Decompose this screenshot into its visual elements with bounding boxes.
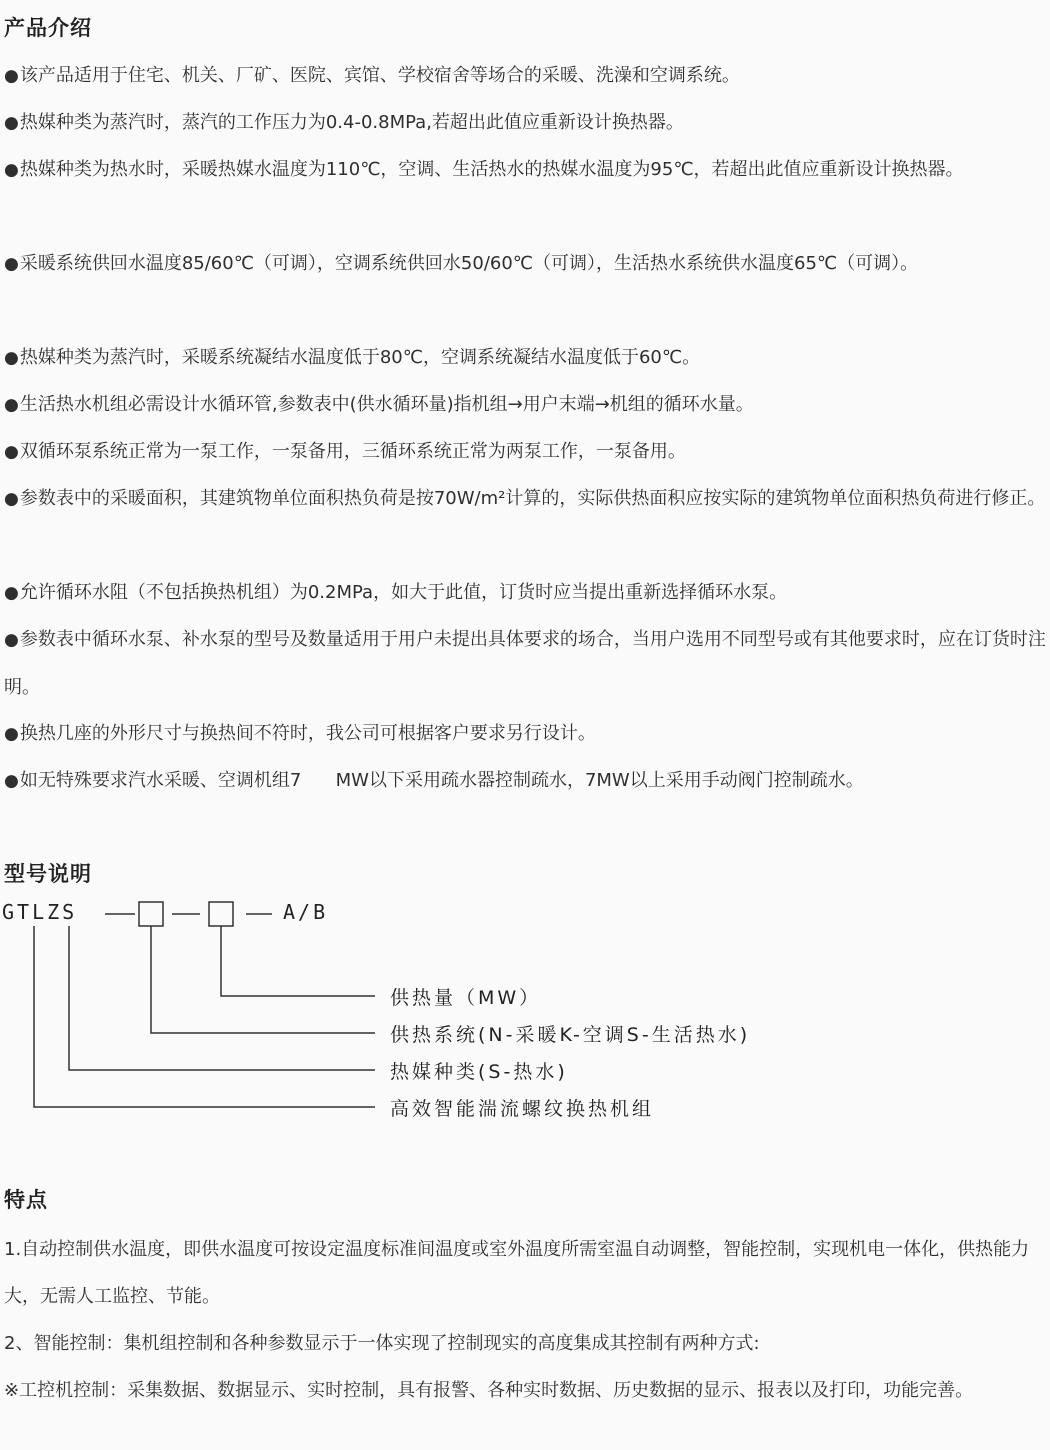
bullet-icon: ● <box>4 160 19 180</box>
intro-item-text: 如无特殊要求汽水采暖、空调机组7 MW以下采用疏水器控制疏水，7MW以上采用手动阀门控制疏水。 <box>19 770 864 791</box>
section-title-features: 特点 <box>4 1188 48 1212</box>
intro-item-text: 生活热水机组必需设计水循环管,参数表中(供水循环量)指机组→用户末端→机组的循环水量。 <box>19 394 754 415</box>
leader-line-capacity <box>221 926 375 996</box>
intro-item <box>4 616 1048 711</box>
intro-item <box>4 240 1048 288</box>
intro-item <box>4 146 1048 194</box>
label-medium: 热媒种类(S-热水) <box>390 1061 568 1083</box>
label-unit: 高效智能湍流螺纹换热机组 <box>390 1098 655 1120</box>
feature-item: 2、智能控制：集机组控制和各种参数显示于一体实现了控制现实的高度集成其控制有两种方式: <box>4 1333 760 1354</box>
label-system: 供热系统(N-采暖K-空调S-生活热水) <box>390 1024 751 1046</box>
intro-item <box>4 52 1048 100</box>
bullet-icon: ● <box>4 724 19 744</box>
section-title-intro: 产品介绍 <box>4 16 92 40</box>
intro-item <box>4 757 1048 805</box>
model-suffix: A/B <box>283 900 329 924</box>
bullet-icon: ● <box>4 348 19 368</box>
intro-item-text: 热媒种类为蒸汽时，蒸汽的工作压力为0.4-0.8MPa,若超出此值应重新设计换热器。 <box>19 112 684 133</box>
intro-item-text: 换热几座的外形尺寸与换热间不符时，我公司可根据客户要求另行设计。 <box>19 723 596 744</box>
label-capacity: 供热量（MW） <box>390 987 542 1009</box>
bullet-icon: ● <box>4 66 19 86</box>
intro-item-text: 参数表中的采暖面积，其建筑物单位面积热负荷是按70W/m²计算的，实际供热面积应按实际的建筑物单位面积热负荷进行修正。 <box>19 488 1046 509</box>
leader-line-unit <box>34 926 375 1107</box>
feature-item: ※工控机控制：采集数据、数据显示、实时控制，具有报警、各种实时数据、历史数据的显示、报表以及打印，功能完善。 <box>4 1380 974 1401</box>
intro-item <box>4 569 1048 617</box>
intro-item <box>4 381 1048 429</box>
bullet-icon: ● <box>4 630 19 650</box>
intro-item <box>4 710 1048 758</box>
bullet-icon: ● <box>4 254 19 274</box>
intro-item-text: 参数表中循环水泵、补水泵的型号及数量适用于用户未提出具体要求的场合，当用户选用不同型号或有其他要求时，应在订货时注明。 <box>4 629 1046 698</box>
intro-item-text: 热媒种类为蒸汽时，采暖系统凝结水温度低于80℃，空调系统凝结水温度低于60℃。 <box>19 347 701 368</box>
leader-line-system <box>151 926 375 1033</box>
feature-item: 1.自动控制供水温度，即供水温度可按设定温度标准间温度或室外温度所需室温自动调整，智能控制，实现机电一体化，供热能力大，无需人工监控、节能。 <box>4 1239 1030 1307</box>
bullet-icon: ● <box>4 113 19 133</box>
bullet-icon: ● <box>4 489 19 509</box>
bullet-icon: ● <box>4 771 19 791</box>
model-code: GTLZS <box>2 900 78 924</box>
intro-item-text: 热媒种类为热水时，采暖热媒水温度为110℃，空调、生活热水的热媒水温度为95℃，若超出此值应重新设计换热器。 <box>19 159 964 180</box>
intro-item-text: 该产品适用于住宅、机关、厂矿、医院、宾馆、学校宿舍等场合的采暖、洗澡和空调系统。 <box>19 65 740 86</box>
section-title-model: 型号说明 <box>4 862 92 886</box>
intro-item-text: 采暖系统供回水温度85/60℃（可调），空调系统供回水50/60℃（可调），生活热水系统供水温度65℃（可调）。 <box>19 253 919 274</box>
intro-item <box>4 334 1048 382</box>
intro-item <box>4 428 1048 476</box>
bullet-icon: ● <box>4 395 19 415</box>
intro-item <box>4 99 1048 147</box>
bullet-icon: ● <box>4 442 19 462</box>
code-box-2 <box>209 902 233 926</box>
intro-item-text: 双循环泵系统正常为一泵工作，一泵备用，三循环系统正常为两泵工作，一泵备用。 <box>19 441 686 462</box>
intro-item <box>4 475 1048 523</box>
leader-line-medium <box>69 926 375 1070</box>
bullet-icon: ● <box>4 583 19 603</box>
code-box-1 <box>139 902 163 926</box>
intro-item-text: 允许循环水阻（不包括换热机组）为0.2MPa，如大于此值，订货时应当提出重新选择循环水泵。 <box>19 582 788 603</box>
